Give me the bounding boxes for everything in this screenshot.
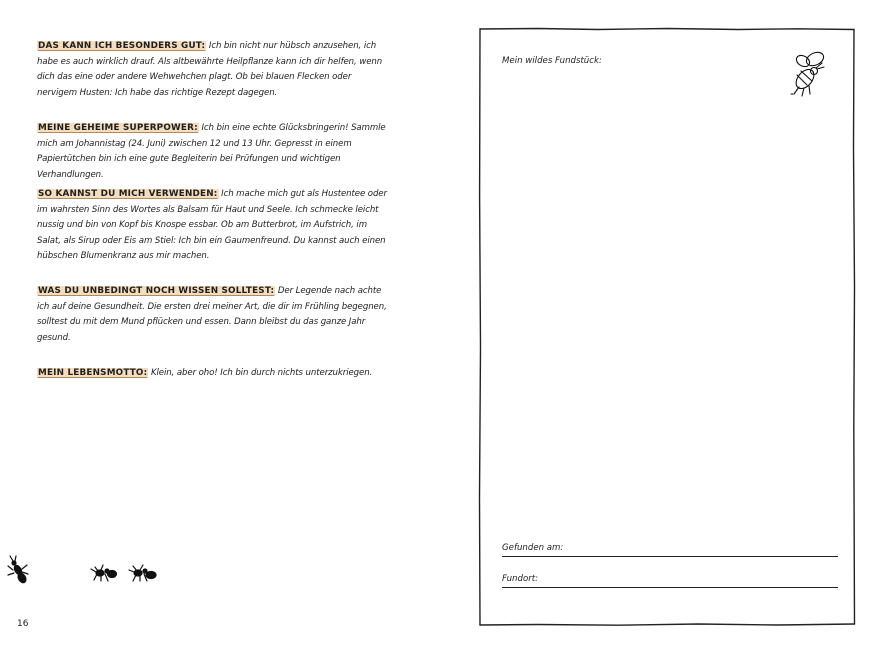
card-frame xyxy=(478,27,856,627)
section-text: Ich mache mich gut als Hustentee oder im wahrsten Sinn des Wortes als Balsam für Haut und Seele. Ich schmecke leicht nussig und bin von Kopf bis Knospe essbar. Ob am Butterbrot, im Aufstrich, im Salat, als Sirup oder Eis am Stiel: Ich bin ein Gaumenfreund. Du kannst auch einen hübschen Blumenkranz aus mir machen. xyxy=(37,189,387,261)
section-must-know xyxy=(37,284,392,346)
section-heading: WAS DU UNBEDINGT NOCH WISSEN SOLLTEST: xyxy=(38,286,275,296)
find-card xyxy=(478,27,856,627)
section-heading: MEIN LEBENSMOTTO: xyxy=(38,368,148,378)
section-special-skill xyxy=(37,39,392,101)
section-heading: MEINE GEHEIME SUPERPOWER: xyxy=(38,123,198,133)
found-place-line[interactable] xyxy=(502,587,838,588)
page-number: 16 xyxy=(17,619,29,629)
section-text: Ich bin nicht nur hübsch anzusehen, ich habe es auch wirklich drauf. Als altbewährte Heilpflanze kann ich dir helfen, wenn dich das eine oder andere Wehwehchen plagt. Ob bei blauen Flecken oder nervigem Husten: Ich habe das richtige Rezept dagegen. xyxy=(37,41,383,98)
section-text: Ich bin eine echte Glücksbringerin! Sammle mich am Johannistag (24. Juni) zwischen 12 und 13 Uhr. Gepresst in einem Papiertütchen bin ich eine gute Begleiterin bei Prüfungen und wichtigen Verhandlungen. xyxy=(37,123,386,180)
section-heading: SO KANNST DU MICH VERWENDEN: xyxy=(38,189,218,199)
section-superpower xyxy=(37,121,392,183)
section-text: Der Legende nach achte ich auf deine Gesundheit. Die ersten drei meiner Art, die dir im Frühling begegnen, solltest du mit dem Mund pflücken und essen. Dann bleibst du das ganze Jahr gesund. xyxy=(37,286,387,343)
ant-icon xyxy=(0,550,180,590)
section-text: Klein, aber oho! Ich bin durch nichts unterzukriegen. xyxy=(148,368,373,378)
bee-icon xyxy=(785,47,835,99)
section-usage xyxy=(37,187,392,265)
found-date-label: Gefunden am: xyxy=(502,543,564,553)
found-item-label: Mein wildes Fundstück: xyxy=(502,56,602,66)
section-heading: DAS KANN ICH BESONDERS GUT: xyxy=(38,41,206,51)
found-date-line[interactable] xyxy=(502,556,838,557)
found-place-label: Fundort: xyxy=(502,574,538,584)
section-life-motto xyxy=(37,366,392,382)
